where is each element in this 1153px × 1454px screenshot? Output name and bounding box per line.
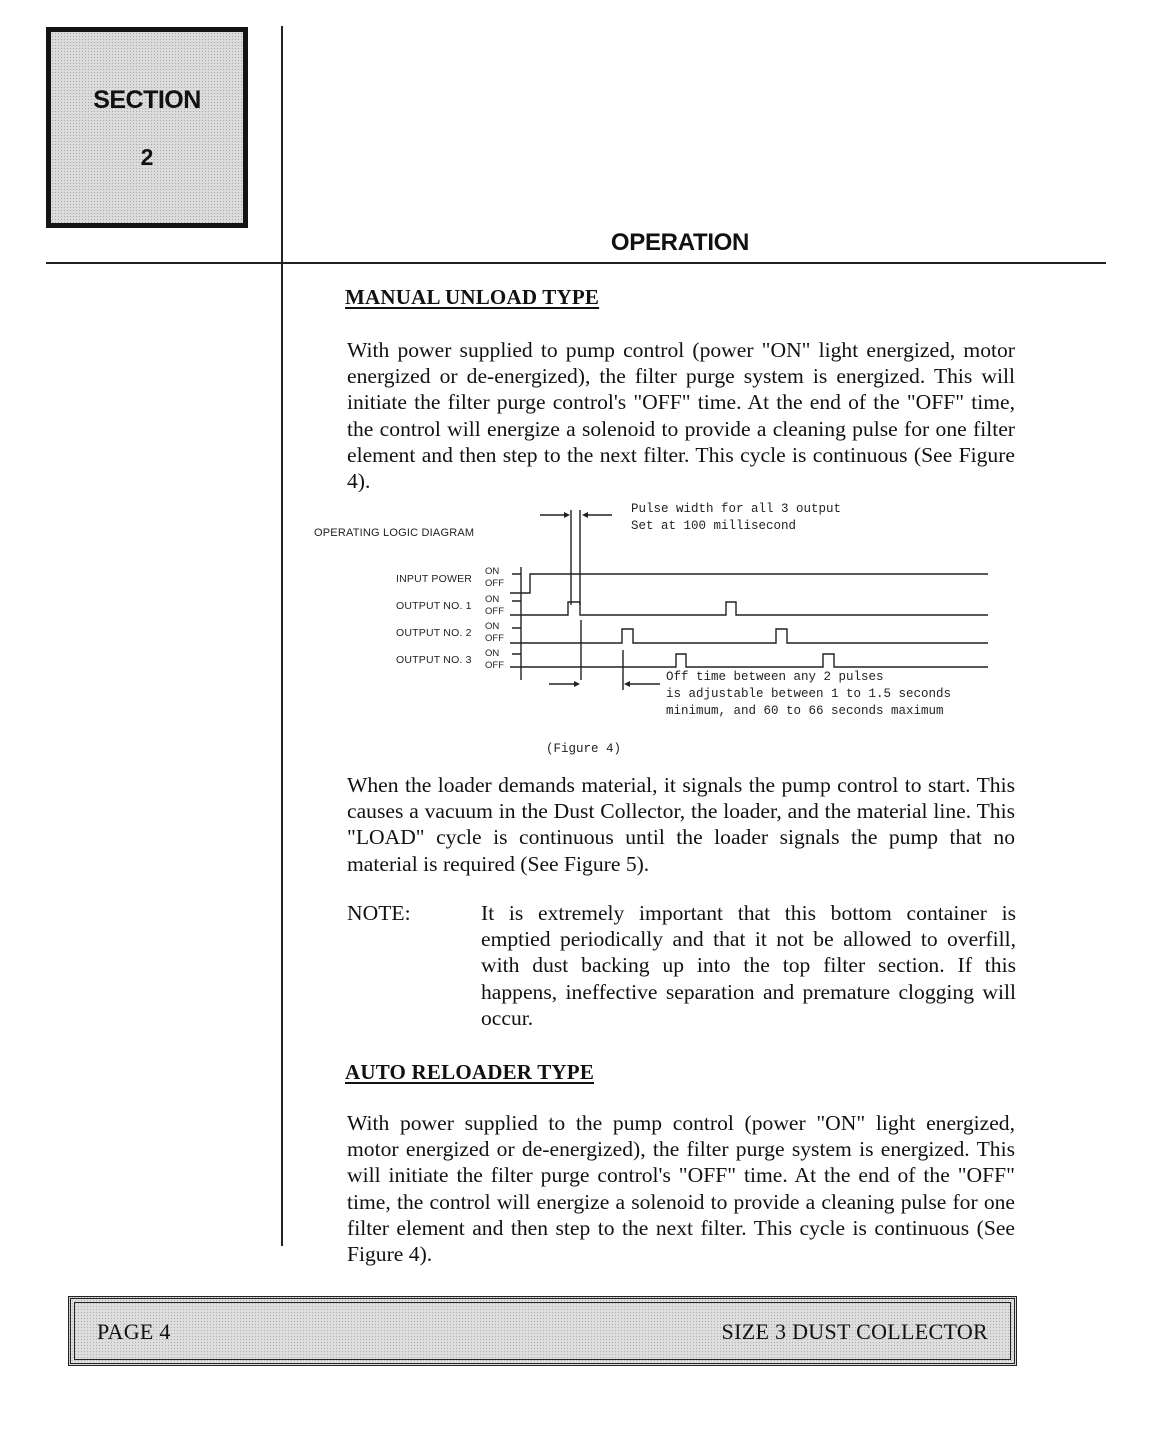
auto-reloader-heading: AUTO RELOADER TYPE bbox=[345, 1060, 595, 1084]
row-label-input-power: INPUT POWER bbox=[396, 573, 473, 585]
off-label: OFF bbox=[485, 578, 504, 589]
off-label: OFF bbox=[485, 660, 504, 671]
footer-document-title: SIZE 3 DUST COLLECTOR bbox=[721, 1319, 988, 1344]
note-label: NOTE: bbox=[347, 901, 411, 925]
auto-paragraph-1-text: With power supplied to the pump control (power "ON" light energized, motor energized or de-energized), the filter purge system is energized. This will initiate the filter purge control's "OFF" time. At the end of the "OFF" time, the control will energize a solenoid to provide a cleaning pulse for one filter element and then step to the next filter. This cycle is continuous (See Figure 4). bbox=[347, 1111, 1015, 1267]
trace-input-power bbox=[510, 574, 988, 593]
pulse-note-line-1: Pulse width for all 3 output bbox=[631, 502, 842, 516]
trace-output-1 bbox=[510, 602, 988, 615]
figure-caption: (Figure 4) bbox=[546, 742, 622, 756]
note-text: It is extremely important that this bottom container is emptied periodically and that it not be allowed to overfill, with dust backing up into the top filter section. If this happens, ineffective separation and premature clogging will occur. bbox=[481, 901, 1016, 1030]
section-number: 2 bbox=[140, 144, 154, 170]
page-title: OPERATION bbox=[610, 229, 750, 256]
off-note-line-2: is adjustable between 1 to 1.5 seconds bbox=[666, 687, 952, 701]
pulse-note-line-2: Set at 100 millisecond bbox=[631, 519, 797, 533]
auto-paragraph-1 bbox=[347, 1110, 1015, 1267]
on-label: ON bbox=[485, 621, 500, 632]
manual-paragraph-1-text: With power supplied to pump control (power "ON" light energized, motor energized or de-energized), the filter purge system is energized. This will initiate the filter purge control's "OFF" time. At the end of the "OFF" time, the control will energize a solenoid to provide a cleaning pulse for one filter element and then step to the next filter. This cycle is continuous (See Figure 4). bbox=[347, 338, 1015, 494]
manual-paragraph-2-text: When the loader demands material, it signals the pump control to start. This causes a vacuum in the Dust Collector, the loader, and the material line. This "LOAD" cycle is continuous until the loader signals the pump that no material is required (See Figure 5). bbox=[347, 773, 1015, 876]
on-label: ON bbox=[485, 594, 500, 605]
row-label-output-3: OUTPUT NO. 3 bbox=[396, 654, 472, 666]
row-label-output-2: OUTPUT NO. 2 bbox=[396, 627, 472, 639]
on-label: ON bbox=[485, 566, 500, 577]
row-label-output-1: OUTPUT NO. 1 bbox=[396, 600, 472, 612]
page-footer bbox=[68, 1296, 1017, 1366]
off-label: OFF bbox=[485, 633, 504, 644]
manual-paragraph-2 bbox=[347, 772, 1015, 877]
off-note-line-3: minimum, and 60 to 66 seconds maximum bbox=[666, 704, 944, 718]
off-note-line-1: Off time between any 2 pulses bbox=[666, 670, 884, 684]
footer-page-number: PAGE 4 bbox=[97, 1319, 171, 1344]
manual-unload-heading: MANUAL UNLOAD TYPE bbox=[345, 285, 600, 309]
on-label: ON bbox=[485, 648, 500, 659]
section-label: SECTION bbox=[93, 86, 201, 114]
off-label: OFF bbox=[485, 606, 504, 617]
diagram-title: OPERATING LOGIC DIAGRAM bbox=[314, 527, 475, 539]
